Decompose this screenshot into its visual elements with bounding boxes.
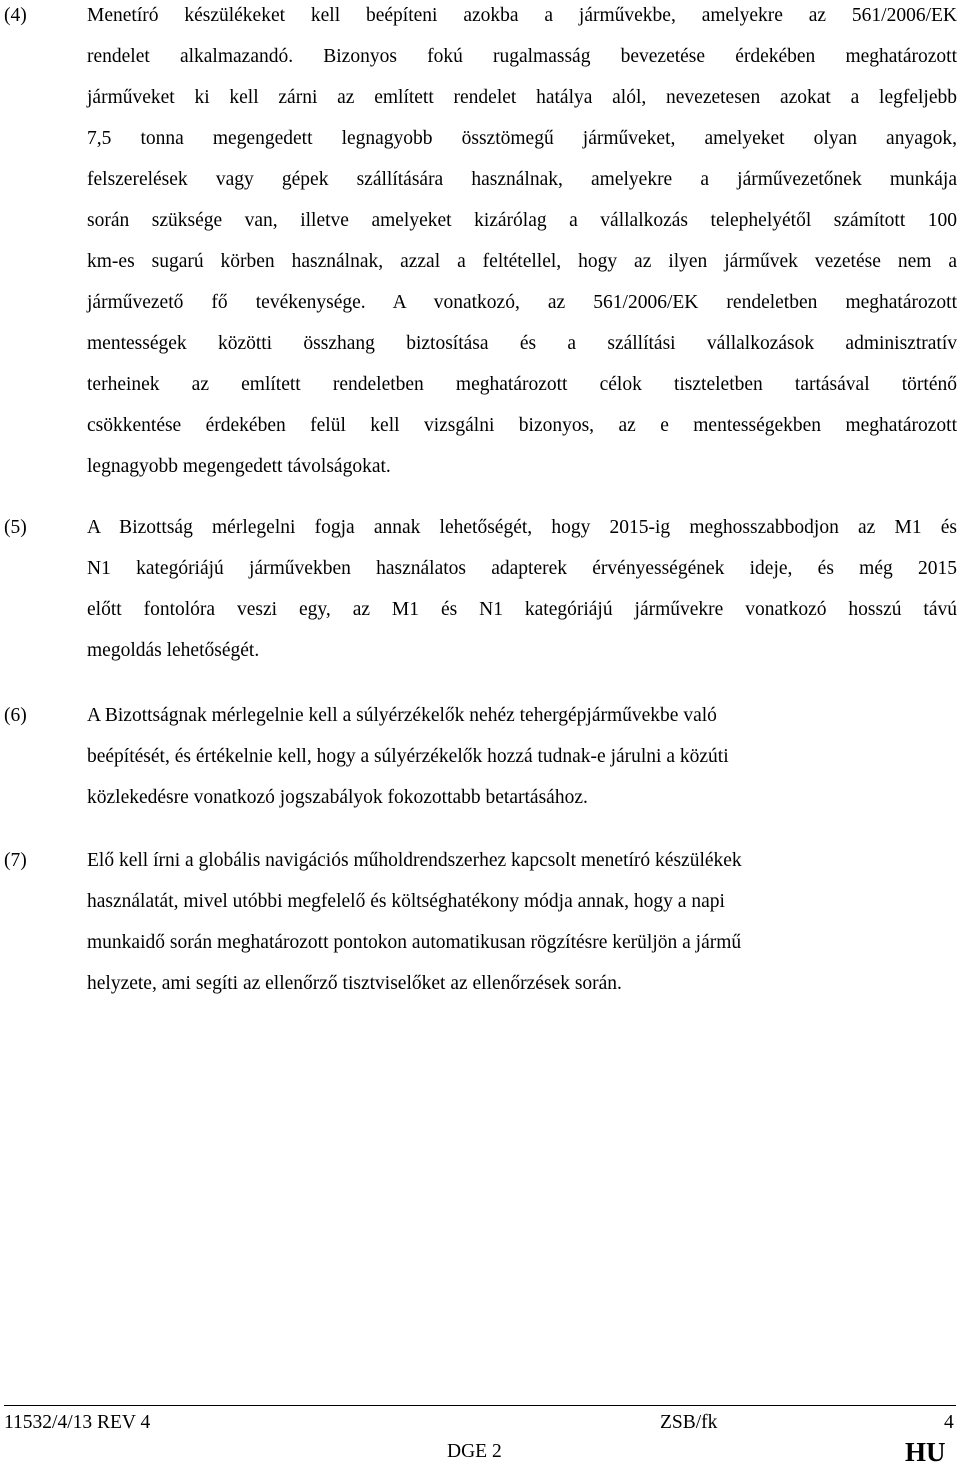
text-line: terheinek az említett rendeletben meghatározott célok tiszteletben tartásával történő: [87, 374, 957, 395]
text-line: km-es sugarú körben használnak, azzal a feltétellel, hogy az ilyen járművek vezetése nem a: [87, 251, 957, 272]
text-line: 7,5 tonna megengedett legnagyobb össztömegű járműveket, amelyeket olyan anyagok,: [87, 128, 957, 149]
text-line: beépítését, és értékelnie kell, hogy a súlyérzékelők hozzá tudnak-e járulni a közúti: [87, 746, 729, 767]
directorate-code: DGE 2: [447, 1441, 502, 1462]
paragraph-number: (6): [4, 705, 27, 726]
text-line: A Bizottságnak mérlegelnie kell a súlyérzékelők nehéz tehergépjárművekbe való: [87, 705, 717, 726]
text-line: használatát, mivel utóbbi megfelelő és költséghatékony módja annak, hogy a napi: [87, 891, 725, 912]
text-line: munkaidő során meghatározott pontokon automatikusan rögzítésre kerüljön a jármű: [87, 932, 742, 953]
page-number: 4: [944, 1412, 954, 1433]
footer-divider: [4, 1405, 956, 1406]
text-line: járműveket ki kell zárni az említett rendelet hatálya alól, nevezetesen azokat a legfeljebb: [87, 87, 957, 108]
paragraph-number: (7): [4, 850, 27, 871]
paragraph-text: [87, 840, 957, 1004]
text-line: során szüksége van, illetve amelyeket kizárólag a vállalkozás telephelyétől számított 100: [87, 210, 957, 231]
text-line: mentességek közötti összhang biztosítása és a szállítási vállalkozások adminisztratív: [87, 333, 957, 354]
text-line: járművezető fő tevékenysége. A vonatkozó, az 561/2006/EK rendeletben meghatározott: [87, 292, 957, 313]
text-line: N1 kategóriájú járművekben használatos adapterek érvényességének ideje, és még 2015: [87, 558, 957, 579]
paragraph-number: (5): [4, 517, 27, 538]
text-line: legnagyobb megengedett távolságokat.: [87, 456, 391, 477]
text-line: előtt fontolóra veszi egy, az M1 és N1 kategóriájú járművekre vonatkozó hosszú távú: [87, 599, 957, 620]
paragraph-text: [87, 695, 957, 818]
text-line: A Bizottság mérlegelni fogja annak lehetőségét, hogy 2015-ig meghosszabbodjon az M1 és: [87, 517, 957, 538]
text-line: Menetíró készülékeket kell beépíteni azokba a járművekbe, amelyekre az 561/2006/EK: [87, 5, 957, 26]
author-code: ZSB/fk: [660, 1412, 718, 1433]
text-line: helyzete, ami segíti az ellenőrző tisztviselőket az ellenőrzések során.: [87, 973, 622, 994]
paragraph-text: [87, 507, 957, 671]
text-line: Elő kell írni a globális navigációs műholdrendszerhez kapcsolt menetíró készülékek: [87, 850, 742, 871]
language-code: HU: [905, 1437, 946, 1467]
text-line: csökkentése érdekében felül kell vizsgálni bizonyos, az e mentességekben meghatározott: [87, 415, 957, 436]
text-line: közlekedésre vonatkozó jogszabályok fokozottabb betartásához.: [87, 787, 588, 808]
text-line: felszerelések vagy gépek szállítására használnak, amelyekre a járművezetőnek munkája: [87, 169, 957, 190]
paragraph-text: [87, 0, 957, 487]
paragraph-number: (4): [4, 5, 27, 26]
text-line: rendelet alkalmazandó. Bizonyos fokú rugalmasság bevezetése érdekében meghatározott: [87, 46, 957, 67]
document-reference: 11532/4/13 REV 4: [4, 1412, 151, 1433]
text-line: megoldás lehetőségét.: [87, 640, 260, 661]
